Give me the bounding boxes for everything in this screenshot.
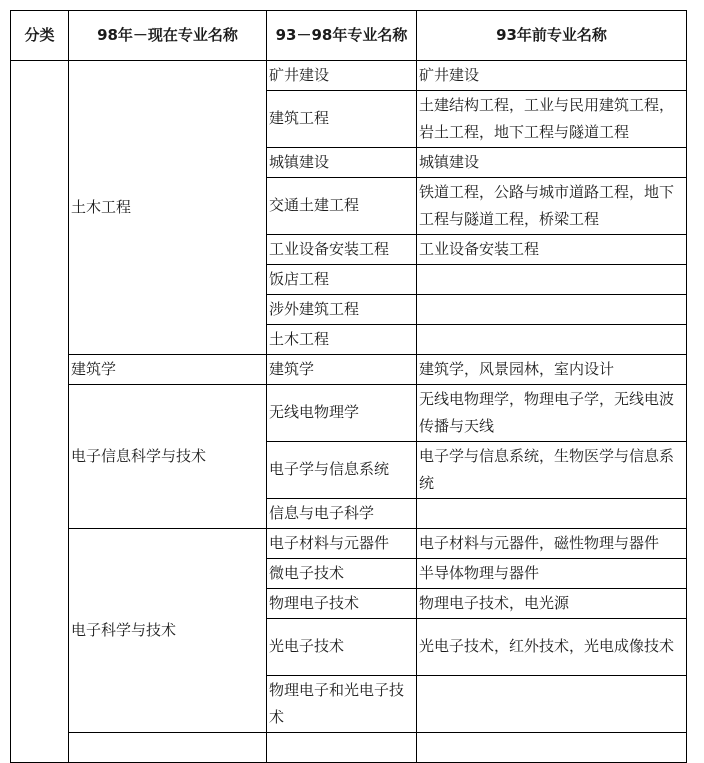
pre-name-cell: 铁道工程，公路与城市道路工程，地下工程与隧道工程，桥梁工程 bbox=[417, 178, 687, 235]
mid-name-cell: 交通土建工程 bbox=[267, 178, 417, 235]
pre-name-cell bbox=[417, 265, 687, 295]
mid-name-cell: 无线电物理学 bbox=[267, 385, 417, 442]
header-current-name: 98年－现在专业名称 bbox=[69, 11, 267, 61]
pre-name-cell: 电子材料与元器件，磁性物理与器件 bbox=[417, 529, 687, 559]
table-row bbox=[11, 529, 687, 559]
category-cell bbox=[11, 61, 69, 763]
mid-name-cell: 工业设备安装工程 bbox=[267, 235, 417, 265]
header-category: 分类 bbox=[11, 11, 69, 61]
pre-name-cell: 电子学与信息系统，生物医学与信息系统 bbox=[417, 442, 687, 499]
mid-name-cell: 物理电子和光电子技术 bbox=[267, 676, 417, 733]
mid-name-cell: 涉外建筑工程 bbox=[267, 295, 417, 325]
mid-name-cell: 饭店工程 bbox=[267, 265, 417, 295]
mid-name-cell: 电子材料与元器件 bbox=[267, 529, 417, 559]
table-row bbox=[11, 355, 687, 385]
current-name-cell: 电子信息科学与技术 bbox=[69, 385, 267, 529]
header-row bbox=[11, 11, 687, 61]
pre-name-cell bbox=[417, 295, 687, 325]
mid-name-cell: 微电子技术 bbox=[267, 559, 417, 589]
pre-name-cell: 物理电子技术，电光源 bbox=[417, 589, 687, 619]
table-row bbox=[11, 733, 687, 763]
current-name-cell: 建筑学 bbox=[69, 355, 267, 385]
mid-name-cell: 建筑工程 bbox=[267, 91, 417, 148]
major-mapping-table bbox=[10, 10, 687, 763]
header-1993-1998-name: 93－98年专业名称 bbox=[267, 11, 417, 61]
mid-name-cell: 城镇建设 bbox=[267, 148, 417, 178]
pre-name-cell bbox=[417, 499, 687, 529]
current-name-cell: 电子科学与技术 bbox=[69, 529, 267, 733]
header-pre-1993-name: 93年前专业名称 bbox=[417, 11, 687, 61]
pre-name-cell: 工业设备安装工程 bbox=[417, 235, 687, 265]
pre-name-cell: 城镇建设 bbox=[417, 148, 687, 178]
pre-name-cell bbox=[417, 325, 687, 355]
table-row bbox=[11, 61, 687, 91]
pre-name-cell: 建筑学，风景园林，室内设计 bbox=[417, 355, 687, 385]
pre-name-cell bbox=[417, 733, 687, 763]
mid-name-cell: 建筑学 bbox=[267, 355, 417, 385]
mid-name-cell: 光电子技术 bbox=[267, 619, 417, 676]
pre-name-cell: 土建结构工程，工业与民用建筑工程，岩土工程，地下工程与隧道工程 bbox=[417, 91, 687, 148]
pre-name-cell: 光电子技术，红外技术，光电成像技术 bbox=[417, 619, 687, 676]
pre-name-cell bbox=[417, 676, 687, 733]
mid-name-cell: 矿井建设 bbox=[267, 61, 417, 91]
pre-name-cell: 半导体物理与器件 bbox=[417, 559, 687, 589]
current-name-cell: 土木工程 bbox=[69, 61, 267, 355]
mid-name-cell: 电子学与信息系统 bbox=[267, 442, 417, 499]
pre-name-cell: 无线电物理学，物理电子学，无线电波传播与天线 bbox=[417, 385, 687, 442]
table-row bbox=[11, 385, 687, 442]
mid-name-cell: 土木工程 bbox=[267, 325, 417, 355]
current-name-cell bbox=[69, 733, 267, 763]
pre-name-cell: 矿井建设 bbox=[417, 61, 687, 91]
mid-name-cell: 物理电子技术 bbox=[267, 589, 417, 619]
mid-name-cell bbox=[267, 733, 417, 763]
mid-name-cell: 信息与电子科学 bbox=[267, 499, 417, 529]
